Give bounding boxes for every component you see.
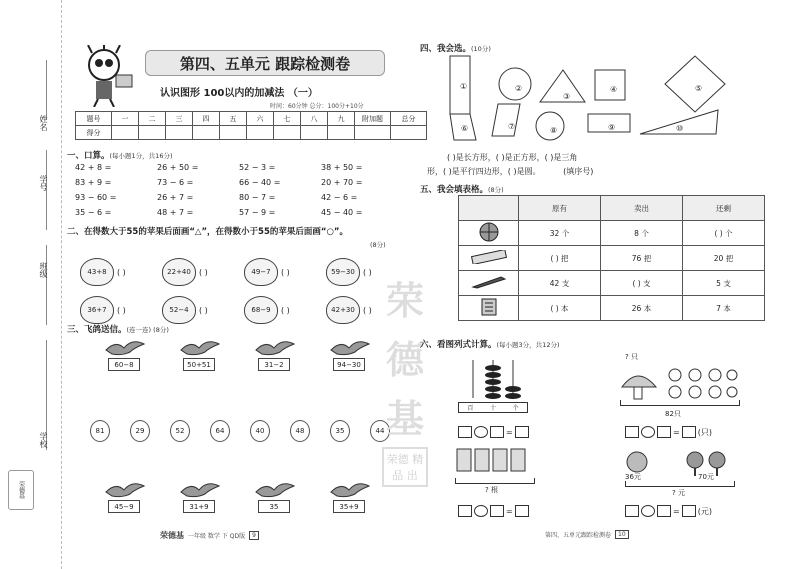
page-subtitle: 认识图形 100以内的加减法 （一） [160,88,318,99]
score-cell[interactable] [328,126,355,140]
pigeon-expression: 60−8 [108,358,140,371]
watermark-char-2: 德 [385,337,424,382]
score-cell[interactable] [220,126,247,140]
apple-answer-blank[interactable]: ( ) [199,305,208,315]
score-cell: 得分 [76,126,112,140]
q2-result[interactable] [682,426,696,438]
watermark [363,267,445,487]
apple-answer-blank[interactable]: ( ) [199,267,208,277]
sales-item-cell [459,271,519,296]
section3-note: (连一连) (8分) [126,326,169,334]
apple-expression: 22+40 [162,258,196,286]
q2-total: 82只 [665,410,681,418]
score-cell: 九 [328,112,355,126]
apple-grid [80,258,410,324]
page-number-right: 10 [615,530,629,539]
pigeon-icon [102,338,146,358]
oral-calc-item: 80 − 7 = [239,193,276,202]
abacus-label-tens: 十 [489,405,496,412]
oral-calc-item: 38 + 50 = [321,163,363,172]
section2-note: (8分) [370,241,386,249]
sales-header-cell: 原有 [519,196,601,221]
oral-calc-item: 26 + 50 = [157,163,199,172]
section5-title: 五、我会填表格。 [420,185,489,195]
q4-op[interactable] [641,505,655,517]
left-footer [160,530,259,541]
section4-line2-wrap [427,166,593,177]
apple-answer-blank[interactable]: ( ) [117,267,126,277]
sales-value-cell: ( ) 本 [519,296,601,321]
binding-sidebar [0,0,62,569]
pigeon-expression: 50+51 [183,358,215,371]
q2-answer-row: = (只) [625,426,712,438]
section4-note: (10分) [471,45,491,53]
sales-value-cell: ( ) 个 [683,221,765,246]
oral-calc-item: 52 − 3 = [239,163,276,172]
apple-answer-blank[interactable]: ( ) [117,305,126,315]
pigeon-expression: 94−30 [333,358,365,371]
pigeon-item [100,338,148,371]
basketball-icon [479,222,499,242]
pigeon-top-row [100,338,400,371]
score-cell: 五 [220,112,247,126]
apple-answer-blank[interactable]: ( ) [363,267,372,277]
price-ball: 36元 [625,473,641,481]
shape-para-7 [492,104,520,136]
sales-value-cell: 26 本 [601,296,683,321]
page-title: 第四、五单元 跟踪检测卷 [145,50,385,76]
ruler-icon [471,250,507,264]
section3-title: 三、飞鸽送信。 [67,325,127,335]
q4-blank-2[interactable] [657,505,671,517]
shape-number-label: ⑩ [676,124,684,133]
q1-blank-1[interactable] [458,426,472,438]
oral-calc-item: 45 − 40 = [321,208,363,217]
score-cell: 八 [301,112,328,126]
envelope-number[interactable]: 52 [170,420,190,442]
pigeon-icon [252,338,296,358]
pigeon-expression: 31+9 [183,500,215,513]
sales-value-cell: ( ) 支 [601,271,683,296]
section5-note: (8分) [488,186,504,194]
apple-item [244,258,326,286]
pigeon-expression: 35 [258,500,290,513]
apple-expression: 36+7 [80,296,114,324]
section4-line2: 形，( )是平行四边形，( )是圆。 [427,167,541,176]
abacus-figure [458,358,528,413]
q2-blank-2[interactable] [657,426,671,438]
q2-blank-1[interactable] [625,426,639,438]
oral-calc-item: 73 − 6 = [157,178,194,187]
oral-calc-item: 83 + 9 = [75,178,112,187]
apple-answer-blank[interactable]: ( ) [281,267,290,277]
score-cell[interactable] [166,126,193,140]
mascot-illustration [82,45,137,107]
section3-heading [67,323,169,335]
oral-calc-item: 26 + 7 = [157,193,194,202]
class-label: 班级 [39,262,48,278]
page-number-left: 9 [249,531,259,540]
envelope-number[interactable]: 64 [210,420,230,442]
q4-blank-1[interactable] [625,505,639,517]
oral-calc-item: 42 + 8 = [75,163,112,172]
shapes-figure [440,52,740,144]
book-icon [481,298,497,316]
score-cell: 一 [112,112,139,126]
score-cell: 二 [139,112,166,126]
apple-item [80,296,162,324]
pigeon-item [100,480,148,513]
q3-label: ? 根 [485,486,498,494]
score-cell[interactable] [247,126,274,140]
price-paddle: 70元 [698,473,714,481]
watermark-seal: 荣德 精品 出 [382,447,428,487]
pigeon-item [175,338,223,371]
footer-right-text: 第四、五单元跟踪检测卷 [545,532,612,539]
envelope-number[interactable]: 48 [290,420,310,442]
q3-op[interactable] [474,505,488,517]
sales-item-cell [459,296,519,321]
envelope-number[interactable]: 40 [250,420,270,442]
pigeon-expression: 31−2 [258,358,290,371]
score-cell[interactable] [112,126,139,140]
score-cell[interactable] [274,126,301,140]
mushroom-snail-figure [620,365,740,401]
apple-answer-blank[interactable]: ( ) [281,305,290,315]
envelope-number[interactable]: 44 [370,420,390,442]
apple-expression: 52−4 [162,296,196,324]
score-cell[interactable] [355,126,391,140]
sales-value-cell: 5 支 [683,271,765,296]
time-score-meta: 时间：60分钟 总分：100分+10分 [270,103,364,110]
score-cell[interactable] [139,126,166,140]
q4-answer-row: = (元) [625,505,712,517]
ball-paddle-figure [625,450,735,478]
q4-result[interactable] [682,505,696,517]
right-footer [545,530,629,539]
watermark-char-1: 荣 [385,278,424,323]
sales-value-cell: 7 本 [683,296,765,321]
pigeon-item [175,480,223,513]
apple-answer-blank[interactable]: ( ) [363,305,372,315]
envelope-number[interactable]: 35 [330,420,350,442]
shape-number-label: ① [460,82,468,91]
sticks-figure [455,447,535,475]
section4-title: 四、我会选。 [420,44,472,54]
q1-result[interactable] [515,426,529,438]
shape-number-label: ⑤ [695,84,703,93]
apple-expression: 59−30 [326,258,360,286]
score-cell: 三 [166,112,193,126]
section4-line2-note: (填序号) [563,167,594,176]
shape-number-label: ② [515,84,523,93]
score-cell[interactable] [193,126,220,140]
sales-value-cell: 76 把 [601,246,683,271]
q3-result[interactable] [515,505,529,517]
section6-note: (每小题3分，共12分) [496,341,560,349]
section5-heading [420,183,504,195]
q1-op[interactable] [474,426,488,438]
total-bracket [620,400,740,406]
footer-left-text: 一年级 数学 下 QD版 [188,533,246,540]
school-label: 学校 [39,432,48,448]
sales-value-cell: 42 支 [519,271,601,296]
oral-calc-item: 35 − 6 = [75,208,112,217]
section6-heading [420,338,560,350]
pigeon-icon [252,480,296,500]
section2-title: 二、在得数大于55的苹果后面画“△”，在得数小于55的苹果后面画“○”。 [67,227,348,237]
q1-answer-row: = [458,426,529,438]
apple-expression: 49−7 [244,258,278,286]
shape-number-label: ⑨ [608,123,616,132]
oral-calc-item: 66 − 40 = [239,178,281,187]
pigeon-item [250,338,298,371]
sales-value-cell: ( ) 把 [519,246,601,271]
section1-heading [67,149,173,161]
sales-table [458,195,765,321]
q3-answer-row: = [458,505,529,517]
section6-title: 六、看图列式计算。 [420,340,497,350]
score-table [75,111,427,140]
sales-value-cell: 20 把 [683,246,765,271]
pigeon-icon [177,480,221,500]
sales-item-cell [459,221,519,246]
sales-value-cell: 32 个 [519,221,601,246]
section2-heading [67,225,407,237]
oral-calc-item: 93 − 60 = [75,193,117,202]
q4-unit: (元) [697,506,712,516]
score-cell: 题号 [76,112,112,126]
oral-calc-item: 42 − 6 = [321,193,358,202]
score-cell: 六 [247,112,274,126]
shape-number-label: ③ [563,92,571,101]
section4-line1: ( )是长方形，( )是正方形，( )是三角 [447,153,578,162]
apple-expression: 43+8 [80,258,114,286]
q2-label: ? 只 [625,353,638,361]
pigeon-item [250,480,298,513]
shape-number-label: ④ [610,85,618,94]
score-cell[interactable] [301,126,328,140]
price-bracket [625,481,735,487]
name-label: 姓名 [39,115,48,131]
apple-item [162,296,244,324]
score-cell: 总分 [391,112,427,126]
apple-item [162,258,244,286]
envelope-number[interactable]: 81 [90,420,110,442]
shape-number-label: ⑦ [508,122,516,131]
oral-calc-item: 20 + 70 = [321,178,363,187]
shape-number-label: ⑥ [461,124,469,133]
sales-item-cell [459,246,519,271]
q2-op[interactable] [641,426,655,438]
score-cell: 附加题 [355,112,391,126]
score-cell[interactable] [391,126,427,140]
apple-expression: 68−9 [244,296,278,324]
section1-note: (每小题1分，共16分) [109,152,173,160]
sales-header-cell: 卖出 [601,196,683,221]
class-line [46,245,47,325]
q2-unit: (只) [697,427,712,437]
pigeon-bottom-row [100,480,400,513]
pen-icon [471,275,507,289]
q3-blank-2[interactable] [490,505,504,517]
shape-number-label: ⑧ [550,126,558,135]
pigeon-expression: 35+9 [333,500,365,513]
section2-note-wrap [370,240,386,250]
apple-item [80,258,162,286]
sales-header-cell [459,196,519,221]
id-label: 学号 [39,175,48,191]
envelope-number[interactable]: 29 [130,420,150,442]
score-cell: 七 [274,112,301,126]
apple-item [244,296,326,324]
envelope-row [90,420,410,442]
sticks-bracket [455,478,535,484]
abacus-label-ones: 个 [512,405,519,412]
sidebar-logo: 荣德基 [8,470,34,510]
sales-value-cell: 8 个 [601,221,683,246]
oral-calc-item: 48 + 7 = [157,208,194,217]
pigeon-icon [102,480,146,500]
oral-calc-item: 57 − 9 = [239,208,276,217]
q3-blank-1[interactable] [458,505,472,517]
watermark-char-3: 基 [385,396,424,441]
sales-header-cell: 还剩 [683,196,765,221]
pigeon-expression: 45−9 [108,500,140,513]
apple-expression: 42+30 [326,296,360,324]
q4-label: ? 元 [672,489,685,497]
q1-blank-2[interactable] [490,426,504,438]
section1-title: 一、口算。 [67,151,110,161]
pigeon-icon [177,338,221,358]
name-line [46,60,47,120]
score-cell: 四 [193,112,220,126]
abacus-label-hundreds: 百 [467,405,474,412]
oral-calc-grid [75,163,405,223]
footer-brand: 荣德基 [160,531,184,540]
